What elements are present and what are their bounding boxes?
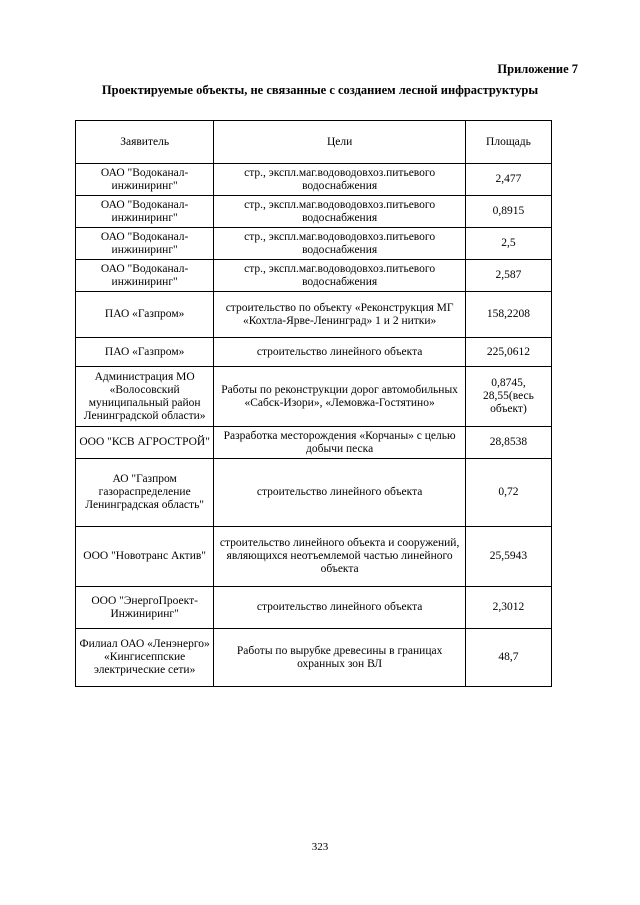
cell-purpose: стр., экспл.маг.водоводовхоз.питьевого водоснабжения <box>214 164 466 196</box>
cell-applicant: ПАО «Газпром» <box>76 292 214 338</box>
objects-table <box>75 120 552 687</box>
cell-purpose: стр., экспл.маг.водоводовхоз.питьевого водоснабжения <box>214 260 466 292</box>
table-row <box>76 367 552 427</box>
cell-applicant: Филиал ОАО «Ленэнерго» «Кингисеппские электрические сети» <box>76 629 214 687</box>
table-row <box>76 459 552 527</box>
table-row <box>76 164 552 196</box>
cell-applicant: ОАО "Водоканал-инжиниринг" <box>76 164 214 196</box>
cell-area: 2,477 <box>465 164 551 196</box>
column-header-area: Площадь <box>465 121 551 164</box>
cell-area: 0,72 <box>465 459 551 527</box>
cell-applicant: ОАО "Водоканал-инжиниринг" <box>76 260 214 292</box>
cell-area: 0,8745, 28,55(весь объект) <box>465 367 551 427</box>
table-row <box>76 196 552 228</box>
cell-area: 25,5943 <box>465 527 551 587</box>
cell-area: 28,8538 <box>465 427 551 459</box>
cell-area: 2,5 <box>465 228 551 260</box>
cell-applicant: ОАО "Водоканал-инжиниринг" <box>76 196 214 228</box>
cell-purpose: строительство линейного объекта <box>214 459 466 527</box>
table-row <box>76 629 552 687</box>
cell-purpose: Разработка месторождения «Корчаны» с целью добычи песка <box>214 427 466 459</box>
table-row <box>76 527 552 587</box>
cell-area: 2,3012 <box>465 587 551 629</box>
cell-area: 0,8915 <box>465 196 551 228</box>
page-number: 323 <box>311 841 329 853</box>
table-row <box>76 427 552 459</box>
cell-purpose: стр., экспл.маг.водоводовхоз.питьевого водоснабжения <box>214 228 466 260</box>
cell-area: 2,587 <box>465 260 551 292</box>
cell-applicant: Администрация МО «Волосовский муниципальный район Ленинградской области» <box>76 367 214 427</box>
cell-applicant: ООО "КСВ АГРОСТРОЙ" <box>76 427 214 459</box>
cell-area: 48,7 <box>465 629 551 687</box>
column-header-purpose: Цели <box>214 121 466 164</box>
cell-applicant: АО "Газпром газораспределение Ленинградская область" <box>76 459 214 527</box>
column-header-applicant: Заявитель <box>76 121 214 164</box>
table-row <box>76 587 552 629</box>
cell-purpose: строительство линейного объекта <box>214 587 466 629</box>
cell-area: 158,2208 <box>465 292 551 338</box>
cell-purpose: Работы по реконструкции дорог автомобильных «Сабск-Изори», «Лемовжа-Гостятино» <box>214 367 466 427</box>
cell-purpose: строительство линейного объекта <box>214 338 466 367</box>
table-row <box>76 292 552 338</box>
cell-applicant: ООО "ЭнергоПроект-Инжиниринг" <box>76 587 214 629</box>
appendix-label: Приложение 7 <box>497 62 578 76</box>
cell-applicant: ПАО «Газпром» <box>76 338 214 367</box>
cell-purpose: стр., экспл.маг.водоводовхоз.питьевого водоснабжения <box>214 196 466 228</box>
table-row <box>76 338 552 367</box>
cell-applicant: ОАО "Водоканал-инжиниринг" <box>76 228 214 260</box>
cell-purpose: Работы по вырубке древесины в границах охранных зон ВЛ <box>214 629 466 687</box>
cell-area: 225,0612 <box>465 338 551 367</box>
table-row <box>76 228 552 260</box>
cell-purpose: строительство по объекту «Реконструкция МГ «Кохтла-Ярве-Ленинград» 1 и 2 нитки» <box>214 292 466 338</box>
table-row <box>76 260 552 292</box>
cell-applicant: ООО "Новотранс Актив" <box>76 527 214 587</box>
table-header-row <box>76 121 552 164</box>
page-title: Проектируемые объекты, не связанные с созданием лесной инфраструктуры <box>101 83 539 97</box>
cell-purpose: строительство линейного объекта и сооружений, являющихся неотъемлемой частью линейного объекта <box>214 527 466 587</box>
